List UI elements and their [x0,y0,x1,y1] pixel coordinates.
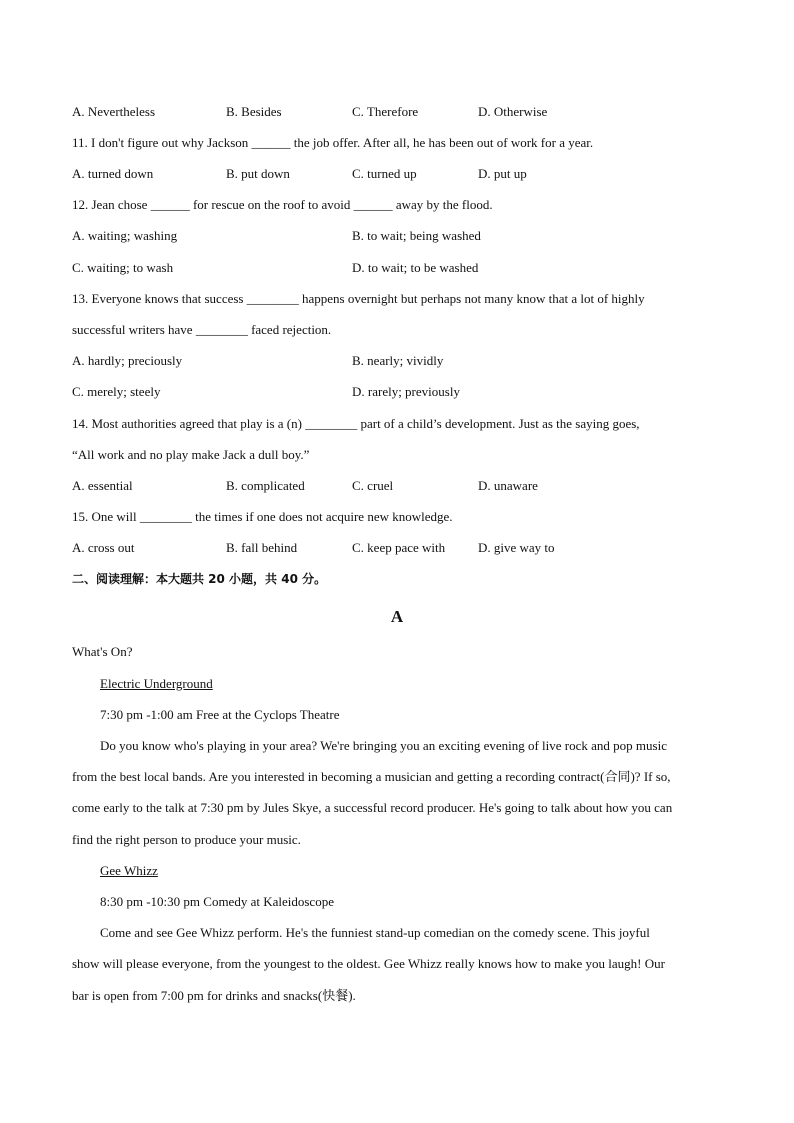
q12-option-d: D. to wait; to be washed [352,260,479,275]
q11-option-a: A. turned down [72,166,154,181]
q15-option-d: D. give way to [478,540,555,555]
event1-text-line: come early to the talk at 7:30 pm by Jules Skye, a successful record producer. He's going to talk about how you can [72,800,673,815]
q15-option-b: B. fall behind [226,540,298,555]
q10-option-a: A. Nevertheless [72,104,156,119]
q15-option-a: A. cross out [72,540,135,555]
event2-text-line: show will please everyone, from the youngest to the oldest. Gee Whizz really knows how to make you laugh! Our [72,956,665,971]
event1-time: 7:30 pm -1:00 am Free at the Cyclops Theatre [100,707,340,722]
section-2-heading: 二、阅读理解：本大题共 20 小题，共 40 分。 [72,572,327,586]
q13-question-line1: 13. Everyone knows that success ________ happens overnight but perhaps not many know that a lot of highly [72,291,645,306]
q13-option-c: C. merely; steely [72,384,161,399]
event1-text-line: from the best local bands. Are you interested in becoming a musician and getting a recording contract(合同)? If so, [72,769,671,784]
q10-option-b: B. Besides [226,104,282,119]
q10-option-c: C. Therefore [352,104,419,119]
event2-text-line: Come and see Gee Whizz perform. He's the funniest stand-up comedian on the comedy scene. This joyful [100,925,650,940]
q12-option-c: C. waiting; to wash [72,260,174,275]
q12-option-b: B. to wait; being washed [352,228,481,243]
q13-option-b: B. nearly; vividly [352,353,444,368]
q14-option-d: D. unaware [478,478,538,493]
q15-question: 15. One will ________ the times if one does not acquire new knowledge. [72,509,453,524]
q15-option-c: C. keep pace with [352,540,446,555]
q14-option-a: A. essential [72,478,133,493]
q13-option-a: A. hardly; preciously [72,353,183,368]
event2-time: 8:30 pm -10:30 pm Comedy at Kaleidoscope [100,894,334,909]
q13-option-d: D. rarely; previously [352,384,460,399]
q12-question: 12. Jean chose ______ for rescue on the roof to avoid ______ away by the flood. [72,197,493,212]
q11-option-b: B. put down [226,166,290,181]
passage-a-title: What's On? [72,644,133,659]
q11-option-c: C. turned up [352,166,417,181]
q10-option-d: D. Otherwise [478,104,548,119]
q12-option-a: A. waiting; washing [72,228,178,243]
event1-text-line: Do you know who's playing in your area? We're bringing you an exciting evening of live rock and pop music [100,738,667,753]
event1-name: Electric Underground [100,676,213,691]
event1-text-line: find the right person to produce your music. [72,832,301,847]
q11-question: 11. I don't figure out why Jackson ______ the job offer. After all, he has been out of work for a year. [72,135,594,150]
q14-question-line1: 14. Most authorities agreed that play is a (n) ________ part of a child’s development. Just as the saying goes, [72,416,640,431]
q11-option-d: D. put up [478,166,527,181]
q14-option-b: B. complicated [226,478,305,493]
passage-a-letter: A [390,607,404,626]
q14-question-line2: “All work and no play make Jack a dull boy.” [72,447,310,462]
q13-question-line2: successful writers have ________ faced rejection. [72,322,332,337]
event2-text-line: bar is open from 7:00 pm for drinks and snacks(快餐). [72,988,356,1003]
event2-name: Gee Whizz [100,863,158,878]
q14-option-c: C. cruel [352,478,394,493]
